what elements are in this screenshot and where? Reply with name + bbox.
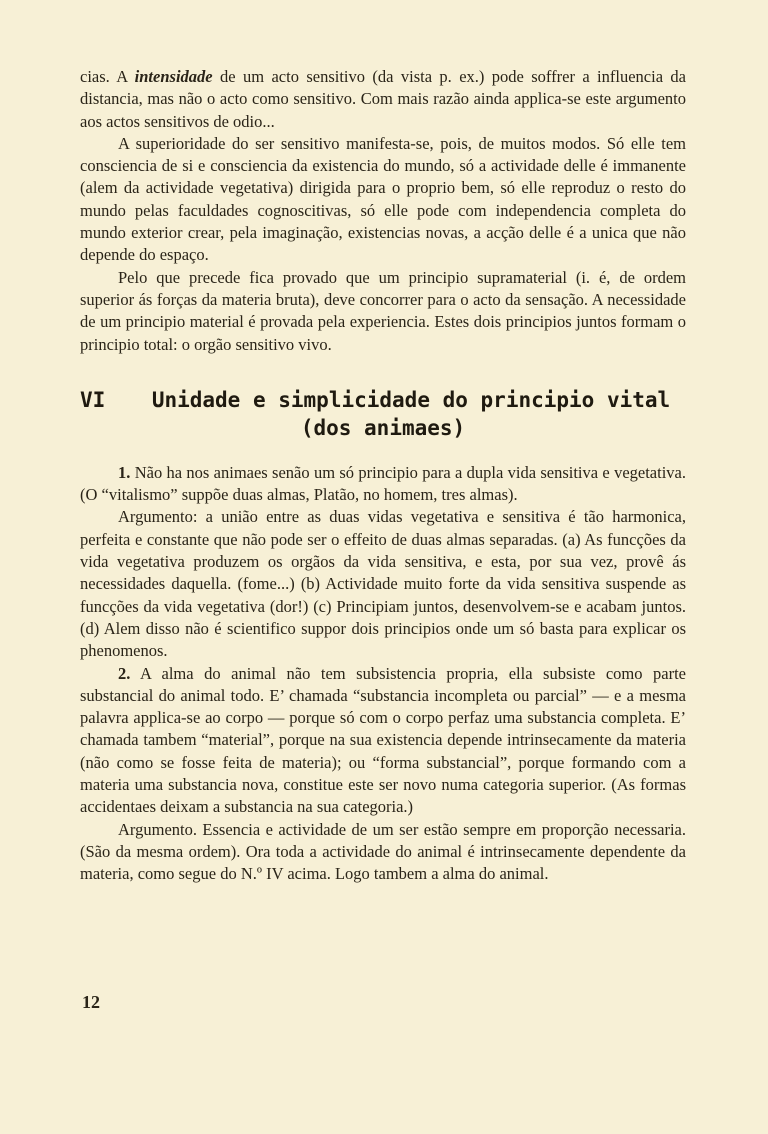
body-paragraph-1 xyxy=(80,462,686,507)
intro-paragraph-3: Pelo que precede fica provado que um principio supramaterial (i. é, de ordem superior ás forças da materia bruta), deve concorrer para o acto da sensação. A necessidade de um principio material é provada pela experiencia. Estes dois principios juntos formam o principio total: o orgão sensitivo vivo. xyxy=(80,267,686,354)
body-paragraph-2-text: Argumento: a união entre as duas vidas vegetativa e sensitiva é tão harmonica, perfeita e constante que não pode ser o effeito de duas almas separadas. (a) As funcções da vida vegetativa produzem os orgãos da vida sensitiva, e esta, por sua vez, provê ás necessidades daquella. (fome...) (b) Actividade muito forte da vida sensitiva suspende as funcções da vida vegetativa (dor!) (c) Principiam juntos, desenvolvem-se e acabam juntos. (d) Alem disso não é scientifico suppor dois principios onde um só basta para explicar os phenomenos. xyxy=(80,507,686,661)
body-paragraph-2 xyxy=(80,506,686,662)
body-paragraph-3-text: A alma do animal não tem subsistencia propria, ella subsiste como parte substancial do animal todo. E’ chamada “substancia incompleta ou parcial” — e a mesma palavra applica-se ao corpo — porque só com o corpo perfaz uma substancia completa. E’ chamada tambem “material”, porque na sua existencia depende intrinsecamente da materia (não como se fosse feita de materia); ou “forma substancial”, porque formando com a materia uma substancia nova, constitue este ser novo numa categoria superior. (As formas accidentaes deixam a substancia na sua categoria.) xyxy=(80,663,686,817)
section-title-line-2: (dos animaes) xyxy=(300,415,466,440)
section-number: VI xyxy=(80,387,106,412)
item-number-1: 1. xyxy=(118,462,131,482)
body-paragraph-4 xyxy=(80,819,686,886)
section-title-line-1: Unidade e simplicidade do principio vital xyxy=(151,387,671,412)
intro-paragraph-1: cias. A intensidade de um acto sensitivo (da vista p. ex.) pode soffrer a influencia da distancia, mas não o acto como sensitivo. Com mais razão ainda applica-se este argumento aos actos sensitivos de odio... xyxy=(80,67,686,131)
intro-paragraph-2: A superioridade do ser sensitivo manifesta-se, pois, de muitos modos. Só elle tem consciencia de si e consciencia da existencia do mundo, só a actividade delle é immanente (alem da actividade vegetativa) dirigida para o proprio bem, só elle reproduz o resto do mundo pelas faculdades cognoscitivas, só elle pode com independencia completa do mundo exterior crear, pela imaginação, existencias novas, a acção delle é a unica que não depende do espaço. xyxy=(80,133,686,265)
page-body xyxy=(80,66,686,886)
item-number-2: 2. xyxy=(118,663,131,683)
body-paragraph-1-text: Não ha nos animaes senão um só principio para a dupla vida sensitiva e vegetativa. (O “vitalismo” suppõe duas almas, Platão, no homem, tres almas). xyxy=(80,462,686,505)
page-number: 12 xyxy=(82,992,100,1012)
section-heading xyxy=(80,386,686,442)
body-paragraph-4-text: Argumento. Essencia e actividade de um ser estão sempre em proporção necessaria. (São da mesma ordem). Ora toda a actividade do animal é intrinsecamente dependente da materia, como segue do N.º IV acima. Logo tambem a alma do animal. xyxy=(80,819,686,884)
body-paragraph-3 xyxy=(80,663,686,819)
